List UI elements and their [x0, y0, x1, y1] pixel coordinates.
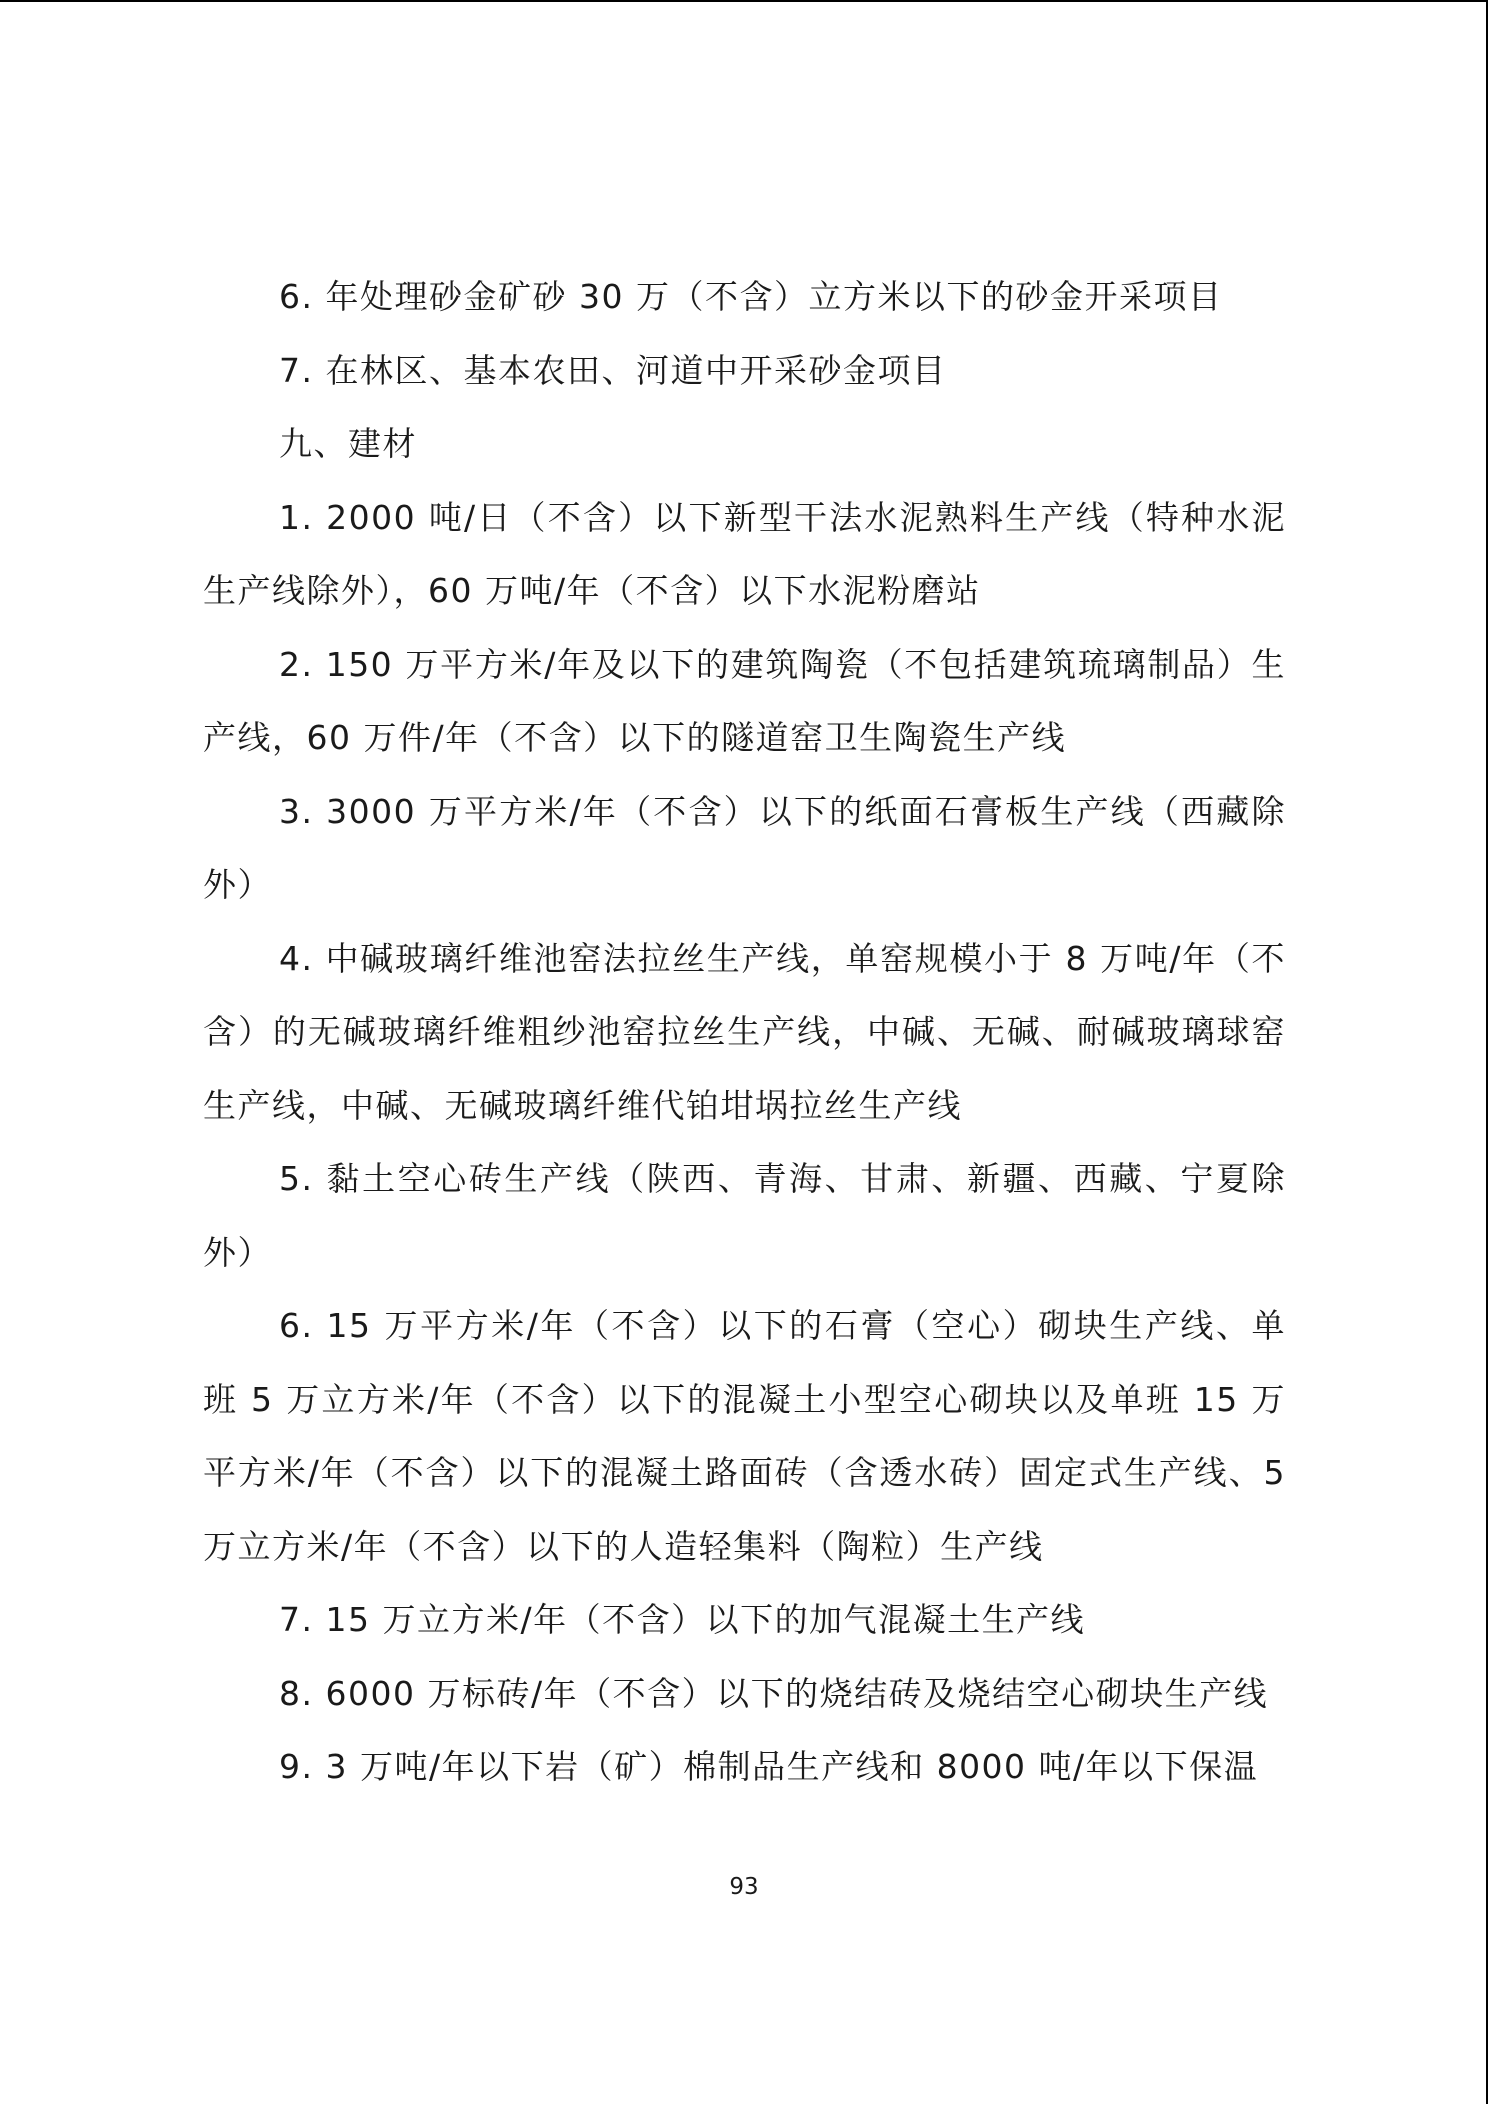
list-item-sintered-brick: 8. 6000 万标砖/年（不含）以下的烧结砖及烧结空心砌块生产线 — [279, 1673, 1269, 1713]
list-item-aerated-concrete: 7. 15 万立方米/年（不含）以下的加气混凝土生产线 — [279, 1600, 1086, 1639]
list-item-ceramics: 2. 150 万平方米/年及以下的建筑陶瓷（不包括建筑琉璃制品）生产线，60 万件/年（不含）以下的隧道窑卫生陶瓷生产线 — [203, 644, 1286, 757]
list-item-gypsum-board: 3. 3000 万平方米/年（不含）以下的纸面石膏板生产线（西藏除外） — [203, 791, 1286, 904]
list-item-glass-fiber: 4. 中碱玻璃纤维池窑法拉丝生产线，单窑规模小于 8 万吨/年（不含）的无碱玻璃纤维粗纱池窑拉丝生产线，中碱、无碱、耐碱玻璃球窑生产线，中碱、无碱玻璃纤维代铂坩埚拉丝生产线 — [203, 938, 1286, 1125]
list-item-sand-gold-processing: 6. 年处理砂金矿砂 30 万（不含）立方米以下的砂金开采项目 — [279, 277, 1223, 316]
list-item-clay-brick: 5. 黏土空心砖生产线（陕西、青海、甘肃、新疆、西藏、宁夏除外） — [203, 1159, 1286, 1272]
section-heading-building-materials: 九、建材 — [279, 424, 417, 463]
list-item-gypsum-block: 6. 15 万平方米/年（不含）以下的石膏（空心）砌块生产线、单班 5 万立方米/年（不含）以下的混凝土小型空心砌块以及单班 15 万平方米/年（不含）以下的混凝土路面砖（含透水砖）固定式生产线、5 万立方米/年（不含）以下的人造轻集料（陶粒）生产线 — [203, 1306, 1286, 1566]
list-item-cement: 1. 2000 吨/日（不含）以下新型干法水泥熟料生产线（特种水泥生产线除外），60 万吨/年（不含）以下水泥粉磨站 — [203, 497, 1286, 610]
page-number: 93 — [729, 1874, 759, 1900]
document-body — [203, 260, 1286, 1804]
list-item-sand-gold-forest: 7. 在林区、基本农田、河道中开采砂金项目 — [279, 350, 947, 390]
list-item-rock-wool: 9. 3 万吨/年以下岩（矿）棉制品生产线和 8000 吨/年以下保温 — [279, 1747, 1259, 1786]
